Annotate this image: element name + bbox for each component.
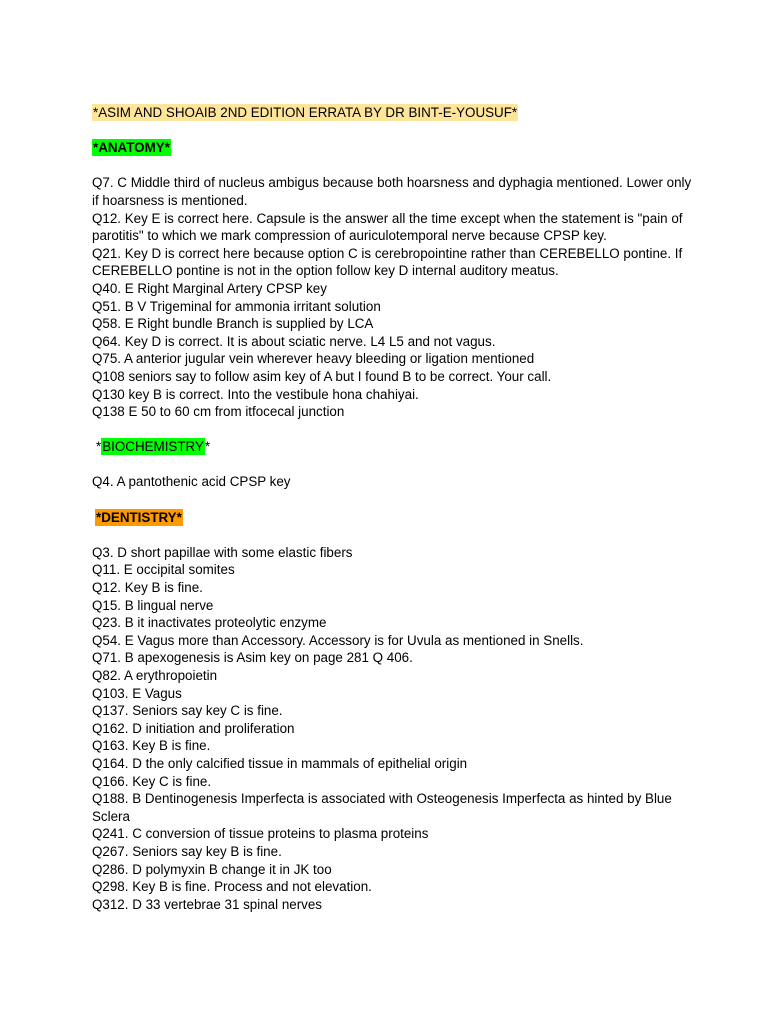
spacer xyxy=(92,456,692,474)
list-item: Q23. B it inactivates proteolytic enzyme xyxy=(92,615,327,631)
document-title xyxy=(92,104,692,122)
spacer xyxy=(92,122,692,140)
document-body xyxy=(92,104,692,913)
list-item: Q286. D polymyxin B change it in JK too xyxy=(92,861,332,877)
list-item: Q188. B Dentinogenesis Imperfecta is associated with Osteogenesis Imperfecta as hinted by Blue Sclera xyxy=(92,791,672,824)
list-item: Q137. Seniors say key C is fine. xyxy=(92,703,283,719)
list-item: Q130 key B is correct. Into the vestibule hona chahiyai. xyxy=(92,386,419,402)
list-item: Q82. A erythropoietin xyxy=(92,668,218,683)
list-item: Q40. E Right Marginal Artery CPSP key xyxy=(92,280,327,296)
section-heading-biochemistry-text: BIOCHEMISTRY xyxy=(102,439,204,455)
heading-suffix: * xyxy=(204,439,211,455)
heading-prefix: * xyxy=(96,439,102,455)
anatomy-entry-list xyxy=(92,174,692,420)
list-item: Q12. Key E is correct here. Capsule is the answer all the time except when the statement is "pain of parotitis" to which we mark compression of auriculotemporal nerve because CPSP key. xyxy=(92,210,683,244)
list-item: Q298. Key B is fine. Process and not elevation. xyxy=(92,879,372,895)
spacer xyxy=(92,491,692,509)
list-item: Q51. B V Trigeminal for ammonia irritant solution xyxy=(92,298,381,314)
list-item: Q138 E 50 to 60 cm from itfocecal junction xyxy=(92,404,345,420)
list-item: Q164. D the only calcified tissue in mammals of epithelial origin xyxy=(92,755,468,771)
list-item: Q21. Key D is correct here because option C is cerebropointine rather than CEREBELLO pontine. If CEREBELLO pontine is not in the option follow key D internal auditory meatus. xyxy=(92,245,683,279)
biochemistry-entry-list xyxy=(92,473,692,491)
list-item: Q312. D 33 vertebrae 31 spinal nerves xyxy=(92,896,323,912)
section-heading-dentistry xyxy=(92,509,692,527)
list-item: Q241. C conversion of tissue proteins to plasma proteins xyxy=(92,826,429,842)
section-heading-biochemistry xyxy=(92,438,692,456)
list-item: Q163. Key B is fine. xyxy=(92,738,211,754)
list-item: Q267. Seniors say key B is fine. xyxy=(92,843,282,859)
spacer xyxy=(92,421,692,439)
list-item: Q103. E Vagus xyxy=(92,685,182,701)
list-item: Q3. D short papillae with some elastic fibers xyxy=(92,544,353,560)
document-title-text: *ASIM AND SHOAIB 2ND EDITION ERRATA BY DR BINT-E-YOUSUF* xyxy=(93,105,518,120)
list-item: Q75. A anterior jugular vein wherever heavy bleeding or ligation mentioned xyxy=(92,351,535,367)
list-item: Q54. E Vagus more than Accessory. Accessory is for Uvula as mentioned in Snells. xyxy=(92,632,584,648)
list-item: Q4. A pantothenic acid CPSP key xyxy=(92,474,291,490)
spacer xyxy=(92,157,692,175)
list-item: Q11. E occipital somites xyxy=(92,562,235,578)
list-item: Q166. Key C is fine. xyxy=(92,773,212,789)
section-heading-dentistry-text: *DENTISTRY* xyxy=(96,509,182,525)
list-item: Q58. E Right bundle Branch is supplied by LCA xyxy=(92,316,374,332)
list-item: Q108 seniors say to follow asim key of A but I found B to be correct. Your call. xyxy=(92,368,552,384)
list-item: Q12. Key B is fine. xyxy=(92,580,203,596)
list-item: Q71. B apexogenesis is Asim key on page 281 Q 406. xyxy=(92,650,413,666)
spacer xyxy=(92,526,692,544)
section-heading-anatomy xyxy=(92,139,692,157)
dentistry-entry-list xyxy=(92,544,692,913)
list-item: Q64. Key D is correct. It is about sciatic nerve. L4 L5 and not vagus. xyxy=(92,333,496,349)
list-item: Q7. C Middle third of nucleus ambigus because both hoarsness and dyphagia mentioned. Lower only if hoarsness is mentioned. xyxy=(92,175,692,208)
list-item: Q162. D initiation and proliferation xyxy=(92,720,295,736)
section-heading-anatomy-text: *ANATOMY* xyxy=(93,140,170,156)
list-item: Q15. B lingual nerve xyxy=(92,597,214,613)
